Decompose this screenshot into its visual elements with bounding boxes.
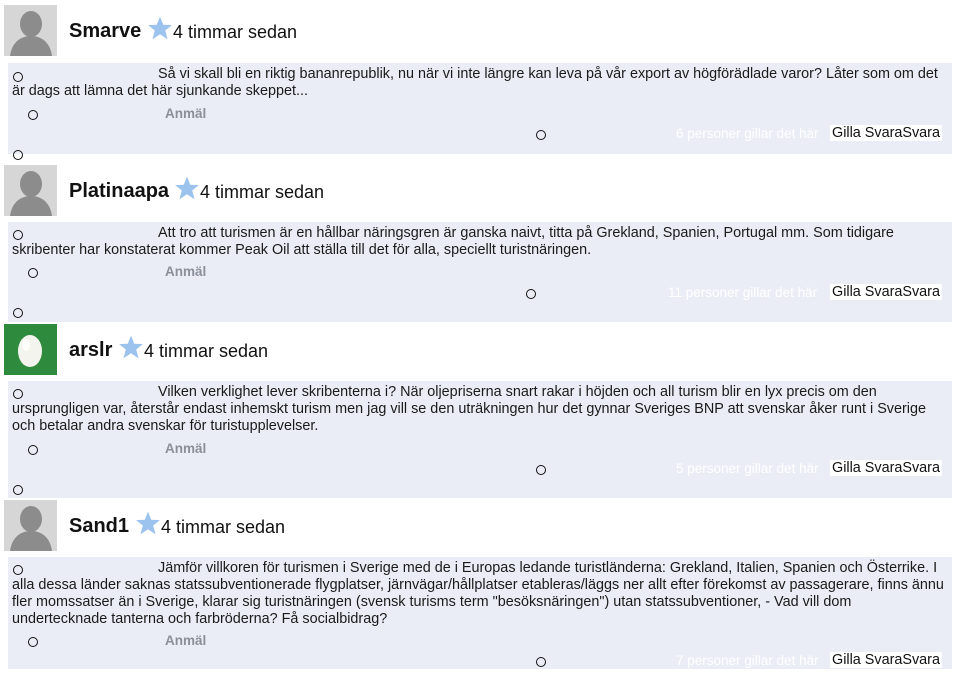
default-avatar-icon	[4, 165, 57, 216]
comment-header	[0, 323, 960, 377]
avatar[interactable]	[4, 500, 57, 551]
bullet-circle-icon	[536, 465, 546, 475]
bullet-circle-icon	[13, 485, 23, 495]
egg-avatar-icon	[4, 324, 57, 375]
bullet-circle-icon	[28, 268, 38, 278]
like-reply-actions[interactable]: Gilla SvaraSvara	[832, 125, 940, 141]
bullet-circle-icon	[28, 637, 38, 647]
comment-body	[8, 381, 952, 498]
username[interactable]: Smarve	[69, 20, 142, 42]
avatar[interactable]	[4, 165, 57, 216]
comment-header	[0, 4, 960, 58]
comment-text: Att tro att turismen är en hållbar näringsgren är ganska naivt, titta på Grekland, Spanien, Portugal mm. Som tidigare skribenter har konstaterat kommer Peak Oil att ställa till det för alla, speciellt turistnäringen.	[12, 225, 894, 258]
bullet-circle-icon	[13, 150, 23, 160]
report-link[interactable]: Anmäl	[165, 633, 207, 648]
likes-count[interactable]: 11 personer gillar det här	[668, 285, 818, 300]
comment-time: 4 timmar sedan	[161, 517, 286, 537]
comment-text: Jämför villkoren för turismen i Sverige med de i Europas ledande turistländerna: Grekland, Italien, Spanien och Österrike. I alla dessa länder saknas statssubventionerade flygplatser, järnvägar/hållplatser etableras/läggs ner allt efter förekomst av passagerare, finns ännu fler momssatser än i Sverige, klarar sig turistnäringen (svensk turisms term "besöksnäringen") utan statssubventioner, - Vad vill dom undertecknade tanterna och farbröderna? Få socialbidrag?	[12, 560, 944, 627]
comment-text: Vilken verklighet lever skribenterna i? När oljepriserna snart rakar i höjden och all turism blir en lyx precis om den ursprungligen var, återstår endast inhemskt turism men jag vill se den uträkningen hur det gynnar Sveriges BNP att svenskar åker runt i Sverige och betalar andra svenskar för turistupplevelser.	[12, 384, 926, 434]
comment-body	[8, 63, 952, 154]
default-avatar-icon	[4, 500, 57, 551]
comment-header	[0, 164, 960, 218]
comment-header	[0, 499, 960, 553]
like-reply-actions[interactable]: Gilla SvaraSvara	[832, 284, 940, 300]
avatar[interactable]	[4, 324, 57, 375]
comment-time: 4 timmar sedan	[144, 341, 269, 361]
report-link[interactable]: Anmäl	[165, 106, 207, 121]
report-link[interactable]: Anmäl	[165, 264, 207, 279]
bullet-circle-icon	[536, 130, 546, 140]
comment-time: 4 timmar sedan	[200, 182, 325, 202]
likes-count[interactable]: 6 personer gillar det här	[676, 126, 819, 141]
report-link[interactable]: Anmäl	[165, 441, 207, 456]
star-icon	[135, 510, 161, 536]
bullet-circle-icon	[28, 110, 38, 120]
comment-time: 4 timmar sedan	[173, 22, 298, 42]
bullet-circle-icon	[13, 308, 23, 318]
like-reply-actions[interactable]: Gilla SvaraSvara	[832, 652, 940, 668]
likes-count[interactable]: 7 personer gillar det här	[676, 653, 819, 668]
bullet-circle-icon	[536, 657, 546, 667]
username[interactable]: arslr	[69, 339, 113, 361]
bullet-circle-icon	[28, 445, 38, 455]
comment-text: Så vi skall bli en riktig bananrepublik, nu när vi inte längre kan leva på vår export av högförädlade varor? Låter som om det är dags att lämna det här sjunkande skeppet...	[12, 66, 938, 99]
bullet-circle-icon	[526, 289, 536, 299]
comment-body	[8, 222, 952, 322]
star-icon	[147, 15, 173, 41]
star-icon	[174, 175, 200, 201]
username[interactable]: Sand1	[69, 515, 130, 537]
comment-body	[8, 557, 952, 669]
likes-count[interactable]: 5 personer gillar det här	[676, 461, 819, 476]
username[interactable]: Platinaapa	[69, 180, 170, 202]
default-avatar-icon	[4, 5, 57, 56]
avatar[interactable]	[4, 5, 57, 56]
star-icon	[118, 334, 144, 360]
like-reply-actions[interactable]: Gilla SvaraSvara	[832, 460, 940, 476]
